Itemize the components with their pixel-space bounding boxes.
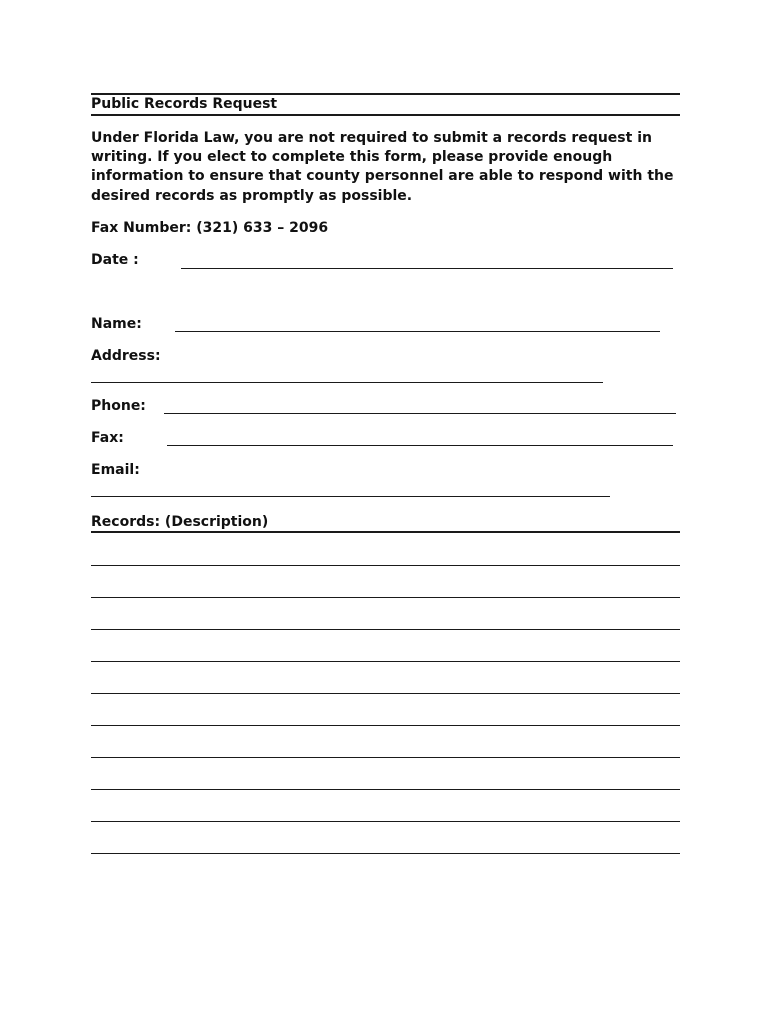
description-line[interactable] bbox=[91, 725, 680, 726]
description-line[interactable] bbox=[91, 661, 680, 662]
description-line[interactable] bbox=[91, 789, 680, 790]
description-line[interactable] bbox=[91, 629, 680, 630]
address-field[interactable] bbox=[91, 382, 603, 383]
fax-label: Fax: bbox=[91, 430, 124, 446]
description-line[interactable] bbox=[91, 565, 680, 566]
page-title: Public Records Request bbox=[91, 96, 278, 112]
title-bottom-rule bbox=[91, 114, 680, 116]
name-label: Name: bbox=[91, 316, 142, 332]
name-field[interactable] bbox=[175, 331, 660, 332]
fax-field[interactable] bbox=[167, 445, 673, 446]
description-line[interactable] bbox=[91, 693, 680, 694]
intro-paragraph: Under Florida Law, you are not required to submit a records request in writing. If you elect to complete this form, please provide enough information to ensure that county personnel are able to respond with the desired records as promptly as possible. bbox=[91, 130, 674, 204]
description-line[interactable] bbox=[91, 757, 680, 758]
date-field[interactable] bbox=[181, 268, 673, 269]
records-rule bbox=[91, 531, 680, 533]
phone-label: Phone: bbox=[91, 398, 146, 414]
email-label: Email: bbox=[91, 462, 140, 478]
fax-number-text: Fax Number: (321) 633 – 2096 bbox=[91, 220, 329, 236]
date-label: Date : bbox=[91, 252, 139, 268]
phone-field[interactable] bbox=[164, 413, 676, 414]
description-line[interactable] bbox=[91, 597, 680, 598]
email-field[interactable] bbox=[91, 496, 610, 497]
description-line[interactable] bbox=[91, 853, 680, 854]
description-line[interactable] bbox=[91, 821, 680, 822]
address-label: Address: bbox=[91, 348, 161, 364]
records-label: Records: (Description) bbox=[91, 514, 269, 530]
